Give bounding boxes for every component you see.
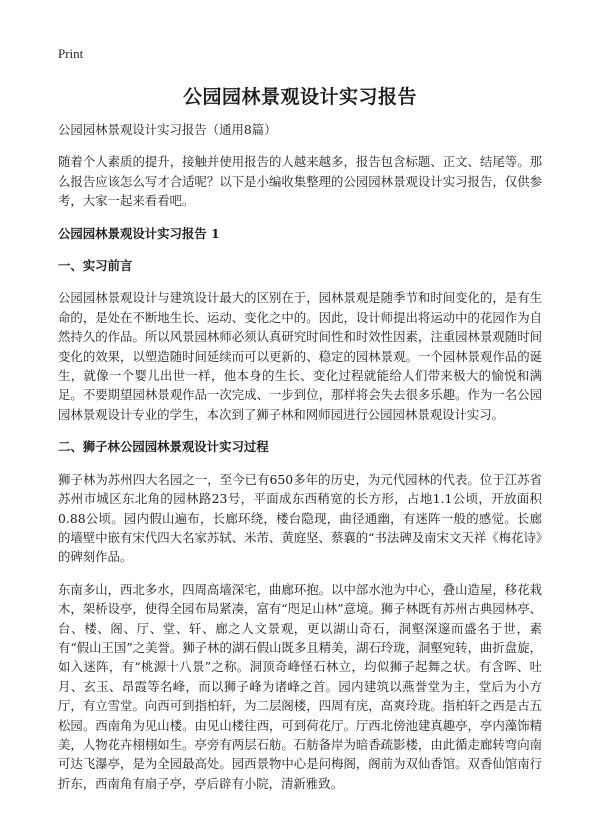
document-subtitle: 公园园林景观设计实习报告（通用8篇） bbox=[58, 122, 277, 137]
page-title: 公园园林景观设计实习报告 bbox=[182, 86, 417, 108]
section2-heading: 二、狮子林公园园林景观设计实习过程 bbox=[58, 439, 269, 455]
document-body bbox=[58, 120, 542, 806]
section1-paragraph: 公园园林景观设计与建筑设计最大的区别在于，园林景观是随季节和时间变化的，是有生命的，是处在不断地生长、运动、变化之中的。因此，设计师提出将运动中的花园作为自然持久的作品。所以风景园林师必须认真研究时间性和时效性因素，注重园林景观随时间变化的效果，以塑造随时间延续而可以更新的、稳定的园林景观。一个园林景观作品的诞生，就像一个婴儿出世一样，他本身的生长、变化过程就能给人们带来极大的愉悦和满足。不要期望园林景观作品一次完成、一步到位，那样将会失去很多乐趣。作为一名公园园林景观设计专业的学生，本次到了狮子林和网师园进行公园园林景观设计实习。 bbox=[58, 290, 542, 422]
section2-paragraph-1: 狮子林为苏州四大名园之一，至今已有650多年的历史，为元代园林的代表。位于江苏省苏州市城区东北角的园林路23号，平面成东西稍宽的长方形，占地1.1公顷，开放面积0.88公顷。园内假山遍布，长廊环绕，楼台隐现，曲径通幽，有迷阵一般的感觉。长廊的墙壁中嵌有宋代四大名家苏轼、米芾、黄庭坚、蔡襄的“书法碑及南宋文天祥《梅花诗》的碑刻作品。 bbox=[58, 471, 542, 565]
print-link[interactable]: Print bbox=[58, 46, 84, 61]
intro-paragraph: 随着个人素质的提升，接触并使用报告的人越来越多，报告包含标题、正文、结尾等。那么报告应该怎么写才合适呢？以下是小编收集整理的公园园林景观设计实习报告，仅供参考，大家一起来看看吧。 bbox=[58, 154, 542, 209]
section1-heading: 一、实习前言 bbox=[58, 258, 133, 274]
section2-paragraph-2: 东南多山，西北多水，四周高墙深宅，曲廊环抱。以中部水池为中心，叠山造屋，移花栽木，架桥设亭，使得全园布局紧凑，富有“咫足山林”意境。狮子林既有苏州古典园林亭、台、楼、阁、厅、堂、轩、廊之人文景观，更以湖山奇石，洞壑深邃而盛名于世，素有“假山王国”之美誉。狮子林的湖石假山既多且精美，湖石玲珑，洞壑宛转，曲折盘旋，如入迷阵，有“桃源十八景”之称。洞顶奇峰怪石林立，均似狮子起舞之状。有含晖、吐月、玄玉、昂霞等名峰，而以狮子峰为诸峰之首。园内建筑以燕誉堂为主，堂后为小方厅，有立雪堂。向西可到指柏轩，为二层阁楼，四周有庑，高爽玲珑。指柏轩之西是古五松园。西南角为见山楼。由见山楼往西，可到荷花厅。厅西北傍池建真趣亭，亭内藻饰精美，人物花卉栩栩如生。亭旁有两层石舫。石舫备岸为暗香疏影楼，由此循走廊转弯向南可达飞瀑亭，是为全园最高处。园西景物中心是问梅阁，阁前为双仙香馆。双香仙馆南行折东，西南角有扇子亭，亭后辟有小院，清新雅致。 bbox=[58, 581, 542, 791]
report-heading: 公园园林景观设计实习报告 1 bbox=[58, 225, 220, 241]
